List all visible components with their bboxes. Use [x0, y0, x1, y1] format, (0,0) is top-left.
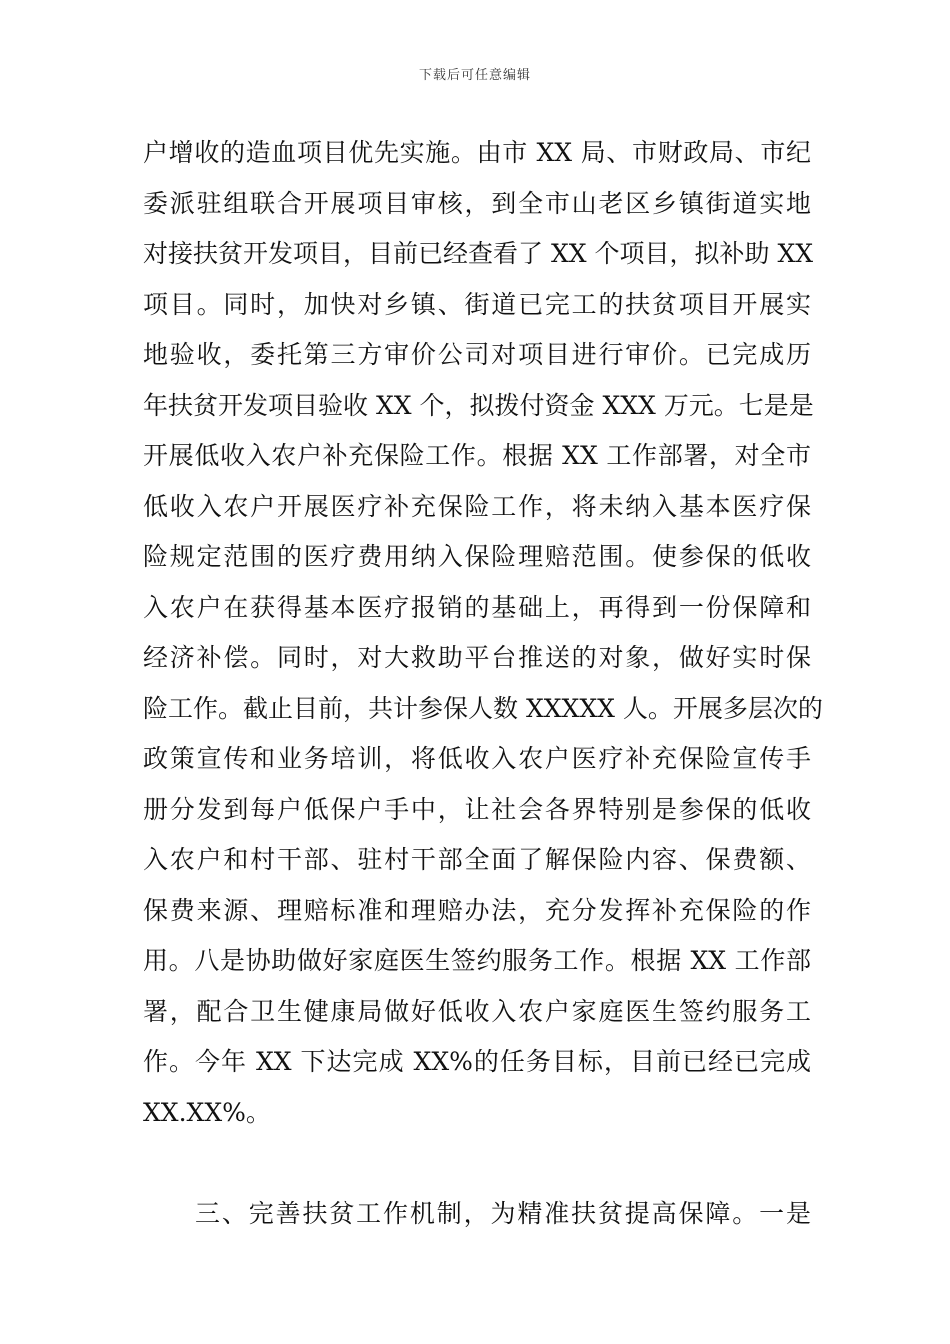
page-header: 下载后可任意编辑	[418, 68, 531, 83]
text-line: 项目。同时，加快对乡镇、街道已完工的扶贫项目开展实	[143, 289, 811, 319]
text-line: 低收入农户开展医疗补充保险工作，将未纳入基本医疗保	[143, 491, 811, 521]
text-line: 开展低收入农户补充保险工作。根据 XX 工作部署，对全市	[143, 441, 811, 470]
text-line: 入农户在获得基本医疗报销的基础上，再得到一份保障和	[143, 592, 811, 622]
text-line: 经济补偿。同时，对大救助平台推送的对象，做好实时保	[143, 643, 811, 672]
paragraph-gap	[143, 1138, 811, 1189]
text-line: 户增收的造血项目优先实施。由市 XX 局、市财政局、市纪	[143, 138, 811, 167]
text-line: 册分发到每户低保户手中，让社会各界特别是参保的低收	[143, 794, 811, 824]
text-line: 用。八是协助做好家庭医生签约服务工作。根据 XX 工作部	[143, 946, 811, 975]
text-line: XX.XX%。	[143, 1097, 271, 1127]
text-line: 对接扶贫开发项目，目前已经查看了 XX 个项目，拟补助 XX	[143, 239, 814, 268]
text-line: 署，配合卫生健康局做好低收入农户家庭医生签约服务工	[143, 996, 811, 1026]
text-line: 三、完善扶贫工作机制，为精准扶贫提高保障。一是	[195, 1198, 811, 1228]
text-line: 作。今年 XX 下达完成 XX%的任务目标，目前已经已完成	[143, 1047, 811, 1076]
text-line: 委派驻组联合开展项目审核，到全市山老区乡镇街道实地	[143, 188, 811, 218]
document-body	[143, 128, 823, 1239]
text-line: 地验收，委托第三方审价公司对项目进行审价。已完成历	[143, 340, 811, 369]
text-line: 政策宣传和业务培训，将低收入农户医疗补充保险宣传手	[143, 744, 811, 773]
text-line: 年扶贫开发项目验收 XX 个，拟拨付资金 XXX 万元。七是是	[143, 390, 814, 420]
paragraph-1	[143, 128, 823, 1138]
text-line: 保费来源、理赔标准和理赔办法，充分发挥补充保险的作	[143, 895, 811, 925]
text-line: 入农户和村干部、驻村干部全面了解保险内容、保费额、	[143, 845, 811, 874]
text-line: 险规定范围的医疗费用纳入保险理赔范围。使参保的低收	[143, 542, 811, 571]
paragraph-2	[143, 1189, 811, 1240]
text-line: 险工作。截止目前，共计参保人数 XXXXX 人。开展多层次的	[143, 693, 823, 723]
